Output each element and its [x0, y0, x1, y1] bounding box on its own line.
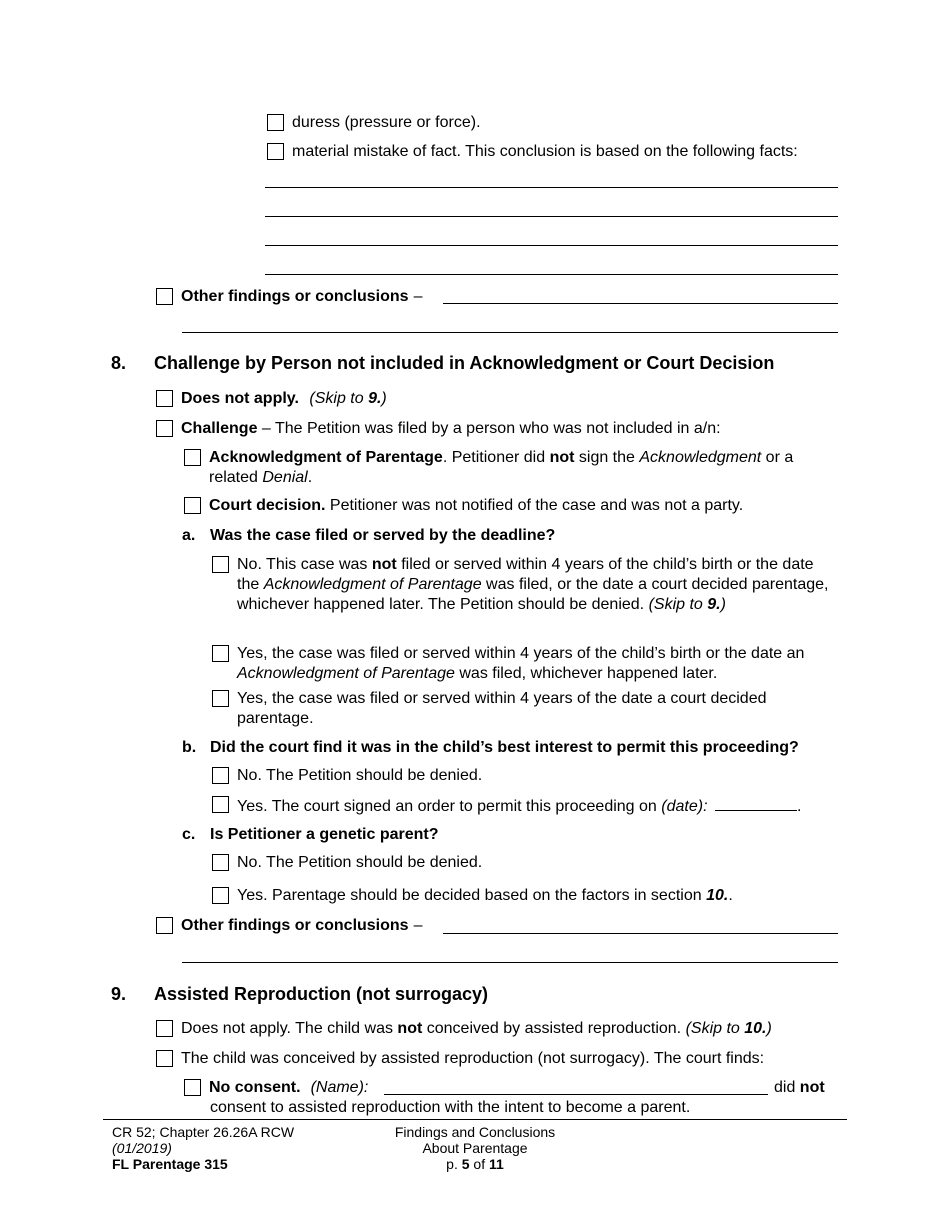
footer-center	[325, 1124, 625, 1172]
s8-other-line-2[interactable]	[182, 962, 838, 963]
section-8-number: 8.	[111, 353, 127, 373]
s9-dna-skip: (Skip to	[685, 1020, 745, 1037]
s9-conceived	[156, 1049, 764, 1069]
s8-c-yes-end: .	[728, 887, 733, 904]
s9-dna-skip-num: 10.	[744, 1020, 767, 1037]
s8-ack-text-3: or a related	[209, 449, 794, 486]
s8-b-no-checkbox[interactable]	[212, 767, 229, 784]
s8-a-no-skip-num: 9.	[707, 596, 721, 613]
s8-b-yes-option	[212, 795, 801, 817]
s8-court-checkbox[interactable]	[184, 497, 201, 514]
s8-a-no-skip: (Skip to	[648, 596, 708, 613]
s9-dna-not: not	[397, 1020, 423, 1037]
s8-other-checkbox[interactable]	[156, 917, 173, 934]
s8-a-yes2-checkbox[interactable]	[212, 690, 229, 707]
mistake-option	[267, 142, 798, 162]
duress-label: duress (pressure or force).	[292, 114, 481, 131]
s8-b-no-option	[212, 766, 482, 786]
s9-nc-name-field[interactable]	[384, 1094, 768, 1095]
footer-date: (01/2019)	[112, 1140, 172, 1156]
s8-dna-skip-num: 9.	[368, 390, 382, 407]
section-9-number: 9.	[111, 984, 127, 1004]
s8-a-no-text-2: filed or served within 4 years of the child’s birth or the date the	[237, 556, 814, 593]
s8-ack-text-4: .	[307, 469, 313, 486]
section-8-title: Challenge by Person not included in Acknowledgment or Court Decision	[154, 353, 775, 373]
s8-challenge-checkbox[interactable]	[156, 420, 173, 437]
facts-line-3[interactable]	[265, 245, 838, 246]
top-other-label: Other findings or conclusions	[181, 288, 409, 305]
footer-citation: CR 52; Chapter 26.26A RCW	[112, 1124, 295, 1140]
facts-line-2[interactable]	[265, 216, 838, 217]
s8-dna-checkbox[interactable]	[156, 390, 173, 407]
s8-court-text: Petitioner was not notified of the case and was not a party.	[325, 497, 744, 514]
footer-divider	[103, 1119, 847, 1120]
top-other-findings	[156, 287, 422, 307]
s8-c-letter: c.	[182, 826, 196, 843]
s8-challenge	[156, 419, 721, 439]
top-other-line-2[interactable]	[182, 332, 838, 333]
s8-ack-text-1: . Petitioner did	[442, 449, 550, 466]
s8-ack-checkbox[interactable]	[184, 449, 201, 466]
s8-a-no-skip-end: )	[720, 596, 726, 613]
s8-b-yes-end: .	[796, 798, 802, 815]
s9-no-consent	[184, 1078, 368, 1098]
footer-title-1: Findings and Conclusions	[394, 1124, 556, 1140]
footer-page-num: 5	[461, 1156, 470, 1172]
s8-ack-option	[184, 448, 838, 488]
facts-line-4[interactable]	[265, 274, 838, 275]
s8-c-yes-checkbox[interactable]	[212, 887, 229, 904]
s8-dna-label: Does not apply.	[181, 390, 299, 407]
s9-nc-name-label: (Name):	[310, 1079, 369, 1096]
s8-a-yes1-italic: Acknowledgment of Parentage	[237, 665, 455, 682]
footer-page-mid: of	[469, 1156, 490, 1172]
s8-ack-text-2: sign the	[574, 449, 640, 466]
s9-dna-checkbox[interactable]	[156, 1020, 173, 1037]
s9-dna-text-1: Does not apply. The child was	[181, 1020, 398, 1037]
s8-a-no-italic: Acknowledgment of Parentage	[263, 576, 482, 593]
s9-nc-line2: consent to assisted reproduction with the intent to become a parent.	[210, 1099, 691, 1116]
s8-a-yes1-text-2: was filed, whichever happened later.	[454, 665, 718, 682]
duress-checkbox[interactable]	[267, 114, 284, 131]
mistake-checkbox[interactable]	[267, 143, 284, 160]
s8-dna-skip-end: )	[381, 390, 387, 407]
s8-a-yes2-text: Yes, the case was filed or served within 4 years of the date a court decided parentage.	[237, 690, 767, 727]
mistake-label: material mistake of fact. This conclusion is based on the following facts:	[292, 143, 798, 160]
top-other-dash: –	[413, 288, 423, 305]
s8-a-question: Was the case filed or served by the deadline?	[210, 527, 556, 544]
s8-a-yes1-text-1: Yes, the case was filed or served within 4 years of the child’s birth or the date an	[237, 645, 805, 662]
s9-conceived-text: The child was conceived by assisted reproduction (not surrogacy). The court finds:	[181, 1050, 765, 1067]
s9-dna-text-2: conceived by assisted reproduction.	[422, 1020, 686, 1037]
s8-ack-label: Acknowledgment of Parentage	[209, 449, 443, 466]
facts-line-1[interactable]	[265, 187, 838, 188]
s8-a-no-text-3: was filed, or the date a court decided parentage, whichever happened later. The Petition should be denied.	[237, 576, 829, 613]
s8-b-date-field[interactable]	[715, 795, 797, 811]
s9-does-not-apply	[156, 1019, 772, 1039]
s8-court-option	[184, 496, 743, 516]
s9-nc-not: not	[799, 1079, 825, 1096]
s8-a-no-option	[212, 555, 842, 615]
s8-c-no-option	[212, 853, 482, 873]
s8-b-yes-text: Yes. The court signed an order to permit this proceeding on	[237, 798, 662, 815]
s8-b-yes-checkbox[interactable]	[212, 796, 229, 813]
top-other-line-1[interactable]	[443, 303, 838, 304]
s9-nc-checkbox[interactable]	[184, 1079, 201, 1096]
footer-title-2: About Parentage	[422, 1140, 528, 1156]
footer-left	[112, 1124, 294, 1172]
s8-ack-italic-1: Acknowledgment	[639, 449, 762, 466]
footer-page	[325, 1156, 625, 1172]
s8-ack-italic-2: Denial	[262, 469, 308, 486]
s8-does-not-apply	[156, 389, 387, 409]
duress-option	[267, 113, 481, 133]
s8-c-no-text: No. The Petition should be denied.	[237, 854, 483, 871]
footer-page-total: 11	[489, 1156, 504, 1172]
s8-a-letter: a.	[182, 527, 196, 544]
s8-challenge-label: Challenge	[181, 420, 258, 437]
s8-dna-skip: (Skip to	[309, 390, 369, 407]
s8-a-yes1-checkbox[interactable]	[212, 645, 229, 662]
s8-c-yes-num: 10.	[706, 887, 729, 904]
s8-c-yes-option	[212, 886, 733, 906]
top-other-checkbox[interactable]	[156, 288, 173, 305]
section-9-title: Assisted Reproduction (not surrogacy)	[154, 984, 489, 1004]
s9-dna-skip-end: )	[766, 1020, 772, 1037]
s8-b-question: Did the court find it was in the child’s best interest to permit this proceeding?	[210, 739, 799, 756]
s8-b-no-text: No. The Petition should be denied.	[237, 767, 483, 784]
s8-a-no-checkbox[interactable]	[212, 556, 229, 573]
s8-challenge-text: – The Petition was filed by a person who was not included in a/n:	[257, 420, 721, 437]
s9-conceived-checkbox[interactable]	[156, 1050, 173, 1067]
s8-a-yes2-option	[212, 689, 842, 729]
s8-b-yes-date-label: (date):	[661, 798, 708, 815]
footer-page-pre: p.	[446, 1156, 462, 1172]
s9-nc-did: did	[774, 1079, 800, 1096]
s8-c-no-checkbox[interactable]	[212, 854, 229, 871]
s8-court-label: Court decision.	[209, 497, 326, 514]
s8-a-yes1-option	[212, 644, 842, 684]
s9-nc-label: No consent.	[209, 1079, 301, 1096]
s8-a-no-not: not	[371, 556, 397, 573]
s8-other-dash: –	[413, 917, 423, 934]
footer-form-id: FL Parentage 315	[112, 1156, 228, 1172]
s8-ack-not: not	[549, 449, 575, 466]
s8-c-question: Is Petitioner a genetic parent?	[210, 826, 439, 843]
s8-other-findings	[156, 916, 422, 936]
s8-a-no-text-1: No. This case was	[237, 556, 372, 573]
s8-c-yes-text: Yes. Parentage should be decided based on the factors in section	[237, 887, 707, 904]
s8-b-letter: b.	[182, 739, 197, 756]
s8-other-line-1[interactable]	[443, 933, 838, 934]
s8-other-label: Other findings or conclusions	[181, 917, 409, 934]
